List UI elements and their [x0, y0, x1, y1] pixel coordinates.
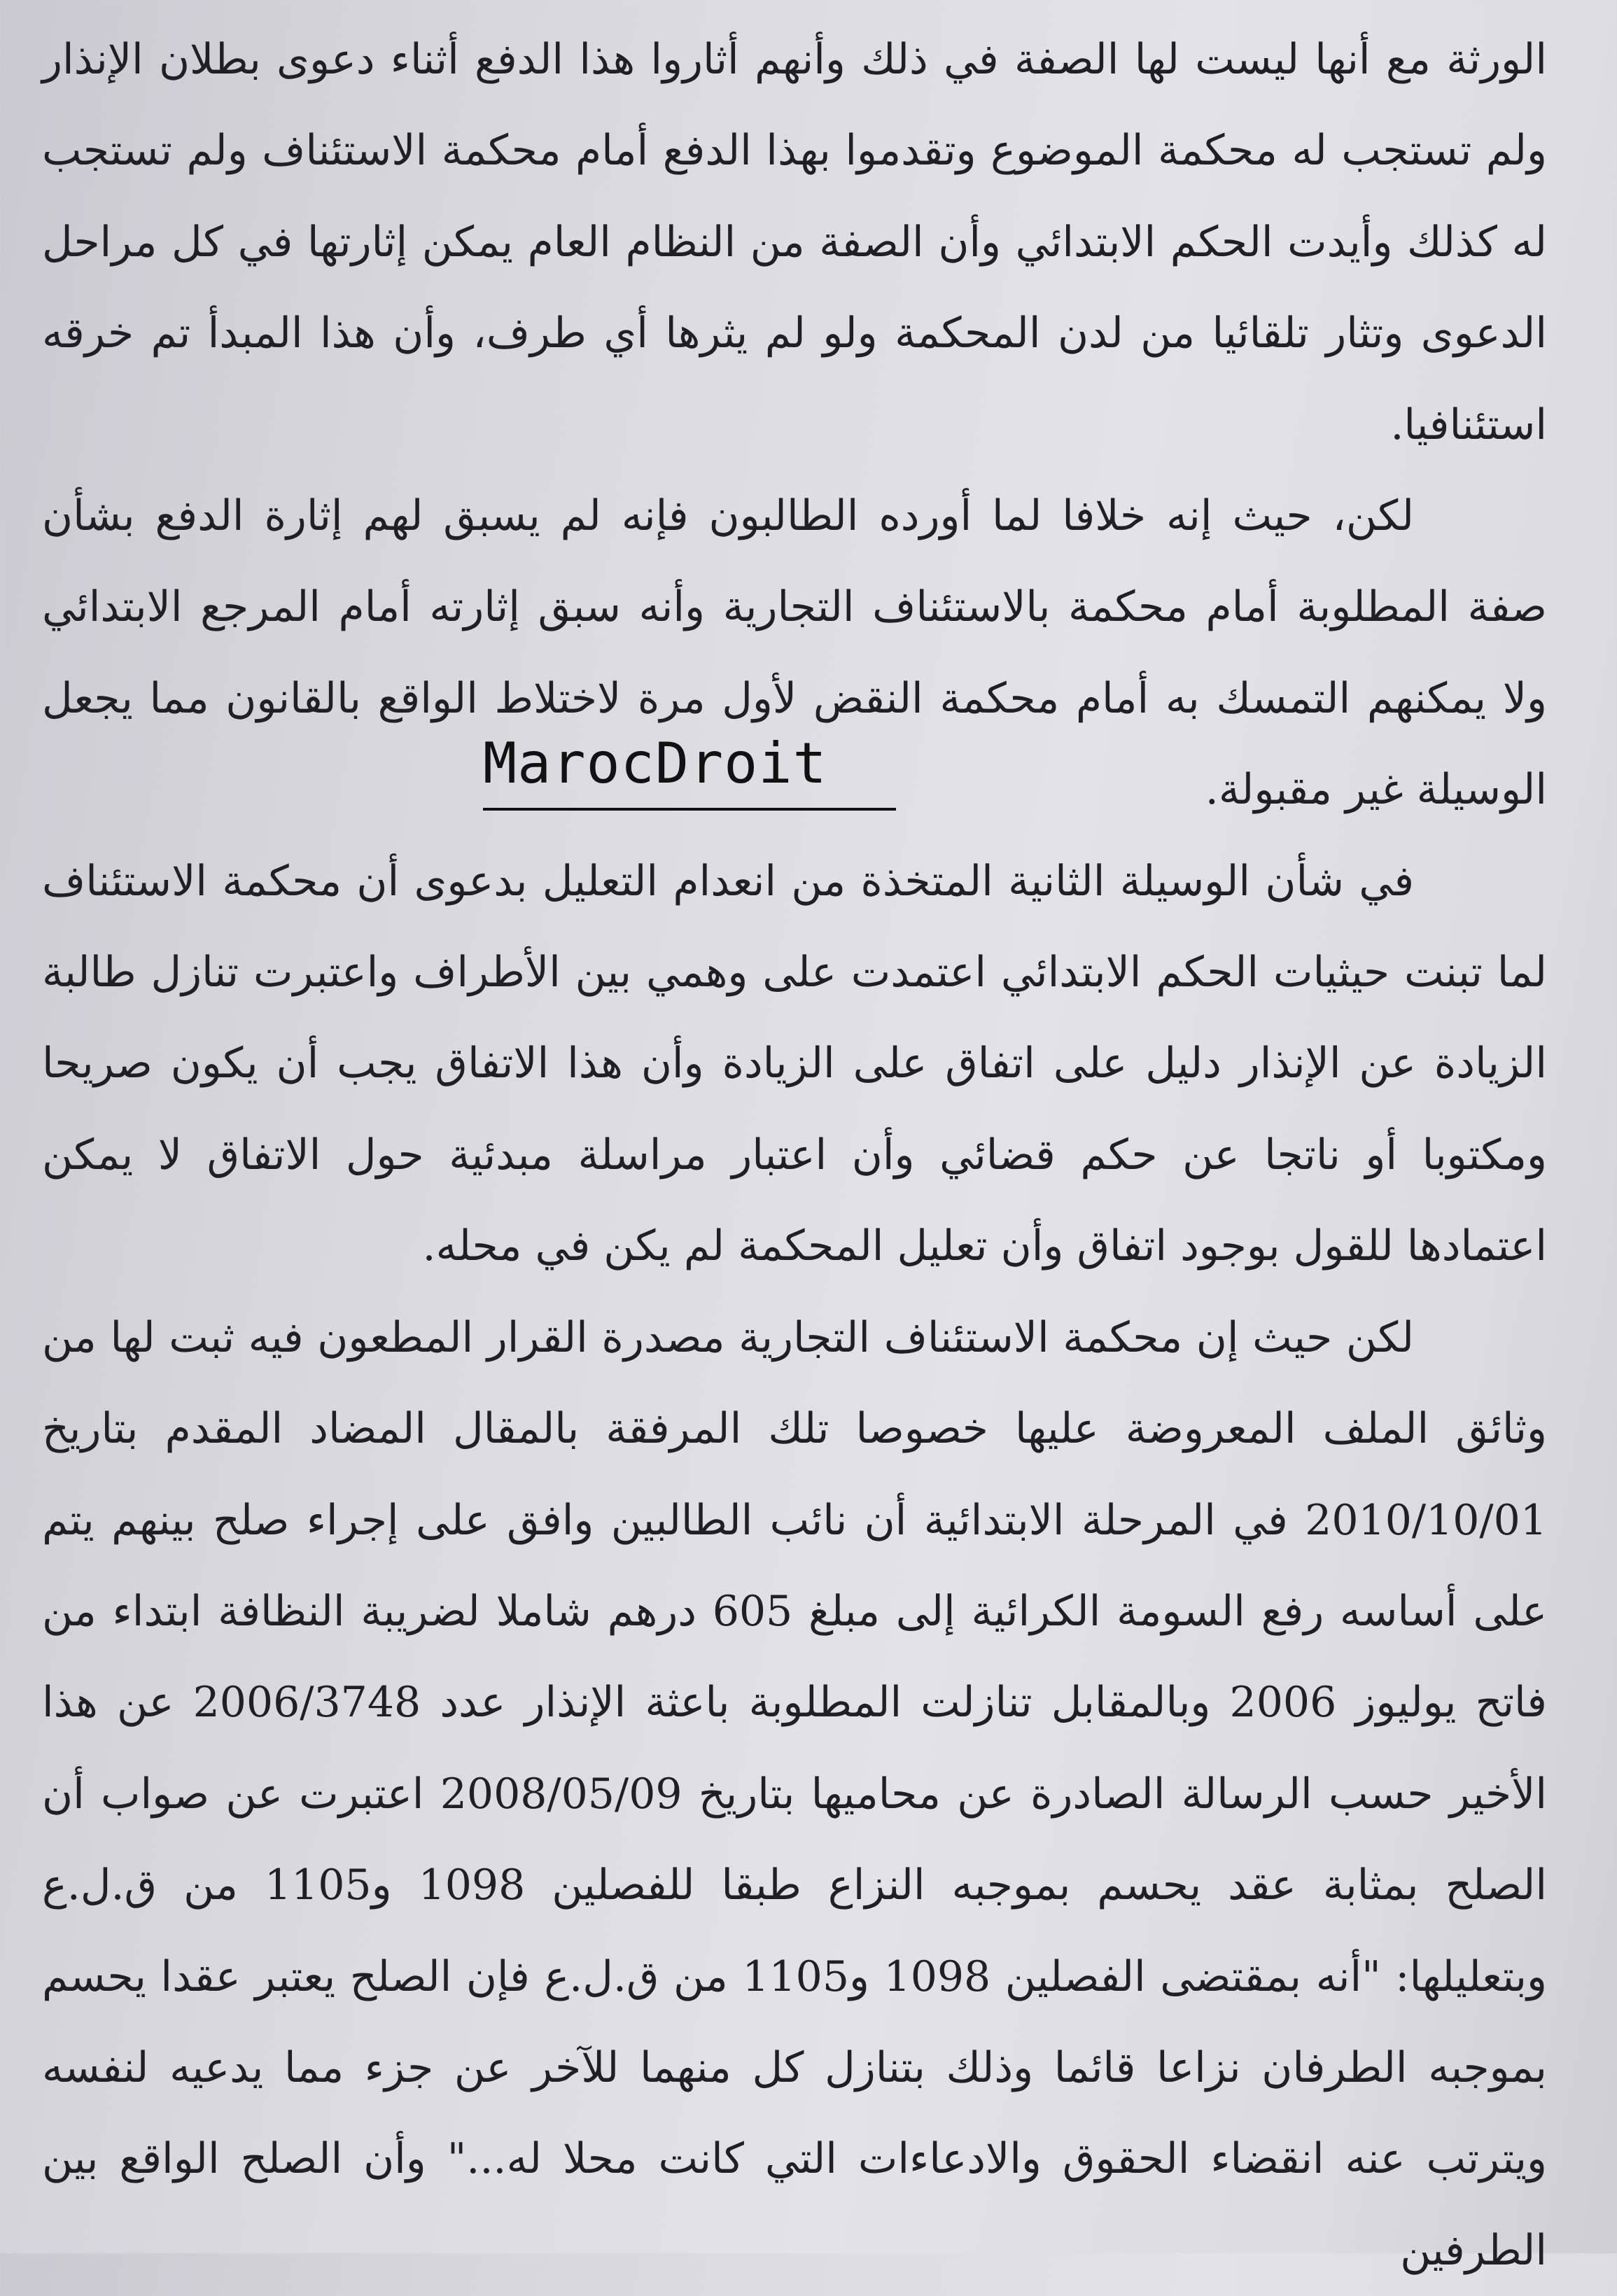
paragraph-heirs-capacity: الورثة مع أنها ليست لها الصفة في ذلك وأنهم أثاروا هذا الدفع أثناء دعوى بطلان الإنذار ولم تستجب له محكمة الموضوع وتقدموا بهذا الدفع أمام محكمة الاستئناف ولم تستجب له كذلك وأيدت الحكم الابتدائي وأن الصفة من النظام العام يمكن إثارتها في كل مراحل الدعوى وتثار تلقائيا من لدن المحكمة ولو لم يثرها أي طرف، وأن هذا المبدأ تم خرقه استئنافيا. [42, 35, 1548, 449]
paragraph-response-second-ground: لكن حيث إن محكمة الاستئناف التجارية مصدرة القرار المطعون فيه ثبت لها من وثائق الملف المعروضة عليها خصوصا تلك المرفقة بالمقال المضاد المقدم بتاريخ 2010/10/01 في المرحلة الابتدائية أن نائب الطالبين وافق على إجراء صلح بينهم يتم على أساسه رفع السومة الكرائية إلى مبلغ 605 درهم شاملا لضريبة النظافة ابتداء من فاتح يوليوز 2006 وبالمقابل تنازلت المطلوبة باعثة الإنذار عدد 2006/3748 عن هذا الأخير حسب الرسالة الصادرة عن محاميها بتاريخ 2008/05/09 اعتبرت عن صواب أن الصلح بمثابة عقد يحسم بموجبه النزاع طبقا للفصلين 1098 و1105 من ق.ل.ع وبتعليلها: "أنه بمقتضى الفصلين 1098 و1105 من ق.ل.ع فإن الصلح يعتبر عقدا يحسم بموجبه الطرفان نزاعا قائما وذلك بتنازل كل منهما للآخر عن جزء مما يدعيه لنفسه ويترتب عنه انقضاء الحقوق والادعاءات التي كانت محلا له..." وأن الصلح الواقع بين الطرفين [42, 1312, 1547, 2275]
watermark-logo: MarocDroit [483, 725, 896, 811]
paragraph-response-first-ground: لكن، حيث إنه خلافا لما أورده الطالبون فإنه لم يسبق لهم إثارة الدفع بشأن صفة المطلوبة أمام محكمة بالاستئناف التجارية وأنه سبق إثارته أمام المرجع الابتدائي ولا يمكنهم التمسك به أمام محكمة النقض لأول مرة لاختلاط الواقع بالقانون مما يجعل الوسيلة غير مقبولة. [42, 491, 1547, 815]
paragraph-second-ground: في شأن الوسيلة الثانية المتخذة من انعدام التعليل بدعوى أن محكمة الاستئناف لما تبنت حيثيات الحكم الابتدائي اعتمدت على وهمي بين الأطراف واعتبرت تنازل طالبة الزيادة عن الإنذار دليل على اتفاق على الزيادة وأن هذا الاتفاق يجب أن يكون صريحا ومكتوبا أو ناتجا عن حكم قضائي وأن اعتبار مراسلة مبدئية حول الاتفاق لا يمكن اعتمادها للقول بوجود اتفاق وأن تعليل المحكمة لم يكن في محله. [42, 856, 1547, 1271]
document-body [42, 14, 1547, 2296]
